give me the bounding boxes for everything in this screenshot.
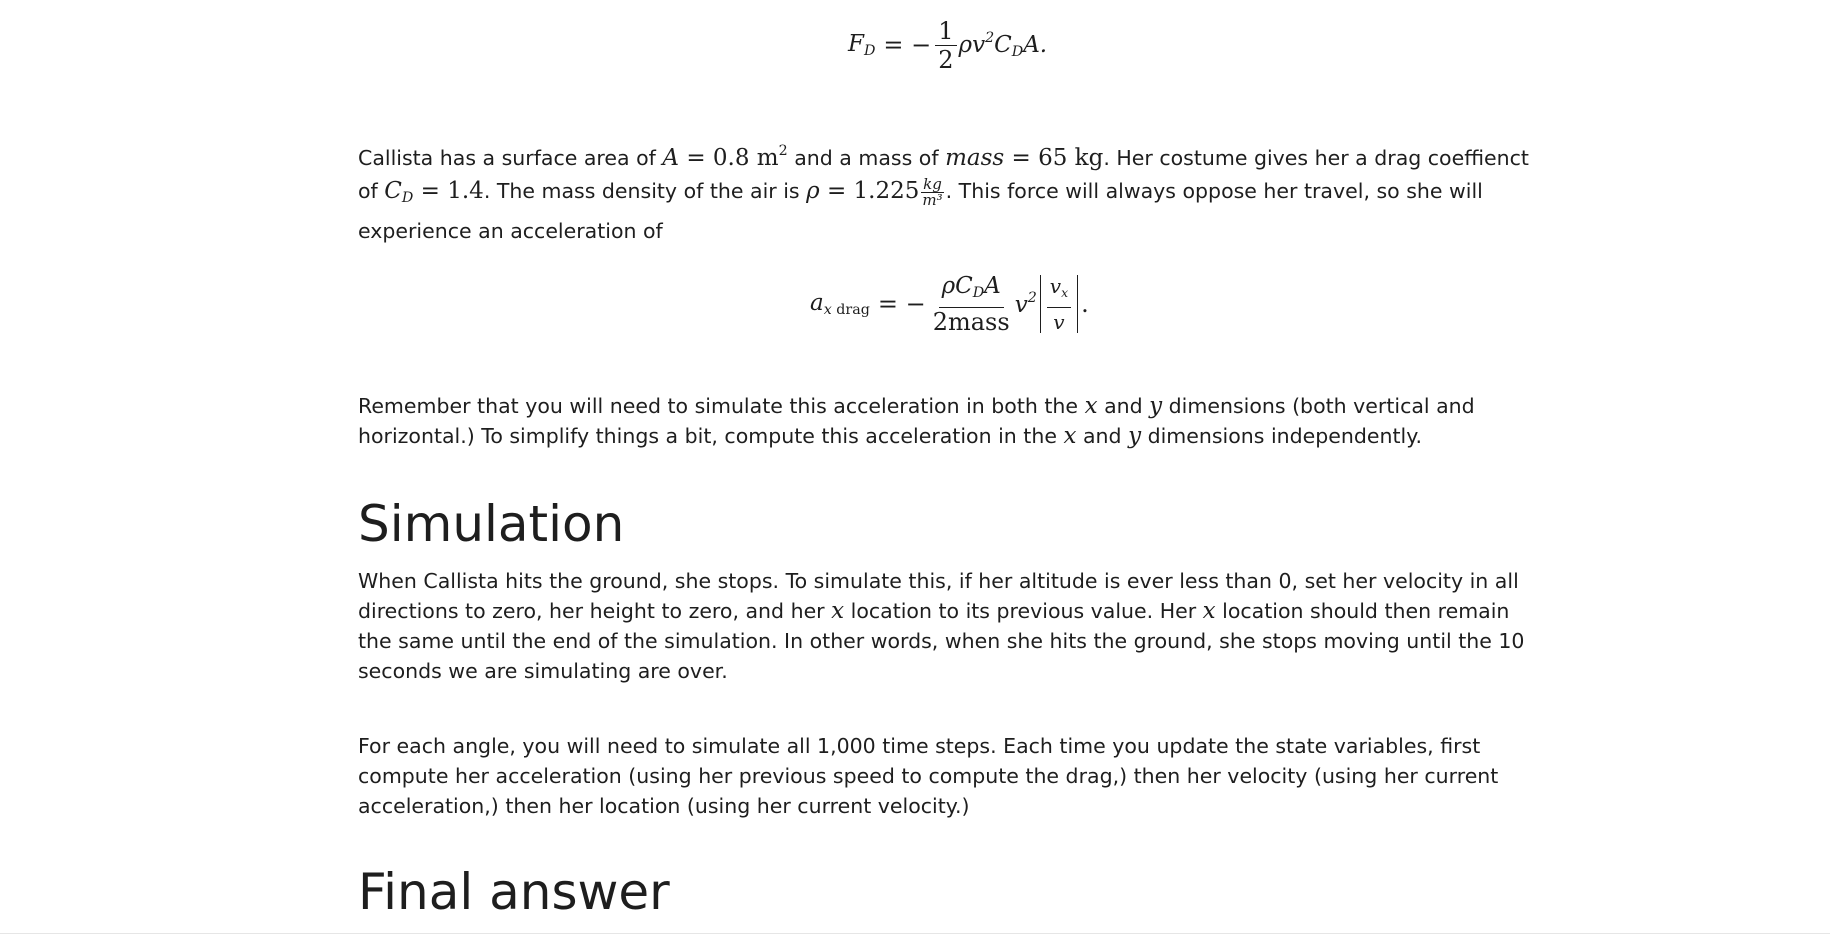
math-mass: mass (945, 145, 1005, 171)
eq2-v-squared: $v^2$ (1014, 290, 1037, 318)
eq-rhs: $\rho v^2C_DA$. (958, 30, 1048, 60)
eq-fraction: $\frac{1}{2}$ (935, 18, 956, 73)
eq2-equals: = − (877, 290, 926, 318)
eq2-lhs: $a_{x drag}$ (810, 290, 870, 318)
heading-final-answer: Final answer (358, 863, 670, 921)
eq2-period: . (1081, 290, 1089, 318)
math-cd: $C_D$ (384, 178, 414, 206)
acceleration-equation (810, 272, 1089, 336)
math-density-unit: $\frac{kg}{\text{m³}}$ (922, 174, 943, 209)
eq2-absolute-value: $\frac{v_x}{v}$ (1040, 275, 1078, 333)
drag-force-equation (848, 14, 1047, 76)
eq-lhs: $F_D$ (848, 31, 876, 59)
math-rho: ρ (806, 178, 820, 204)
heading-simulation: Simulation (358, 495, 625, 553)
paragraph-remember: Remember that you will need to simulate this acceleration in both the x and y dimensions (both vertical and horizontal.) To simplify things a bit, compute this acceleration in the x and y dimensions independently. (358, 393, 1475, 449)
paragraph-ground: When Callista hits the ground, she stops. To simulate this, if her altitude is ever less than 0, set her velocity in all directions to zero, her height to zero, and her x location to its previous value. Her x location should then remain the same until the end of the simulation. In other words, when she hits the ground, she stops moving until the 10 seconds we are simulating are over. (358, 569, 1525, 683)
paragraph-angle: For each angle, you will need to simulate all 1,000 time steps. Each time you update the state variables, first compute her acceleration (using her previous speed to compute the drag,) then her velocity (using her current acceleration,) then her location (using her current velocity.) (358, 734, 1499, 818)
eq-equals: = − (883, 31, 932, 59)
bottom-divider (0, 933, 1830, 934)
math-area: A = 0.8 $m^2$ (662, 143, 788, 171)
eq2-fraction: $\frac{\rho C_DA}{\text{2mass}}$ (932, 273, 1010, 336)
paragraph-callista: Callista has a surface area of A = 0.8 $m^2$ and a mass of mass = 65 kg. Her costume gives her a drag coeffienct of $C_D = 1.4$. The mass density of the air is ρ = 1.225 $\frac{kg}{\text{m³}}$ . This force will always oppose her travel, so she will experience an acceleration of (358, 143, 1529, 243)
